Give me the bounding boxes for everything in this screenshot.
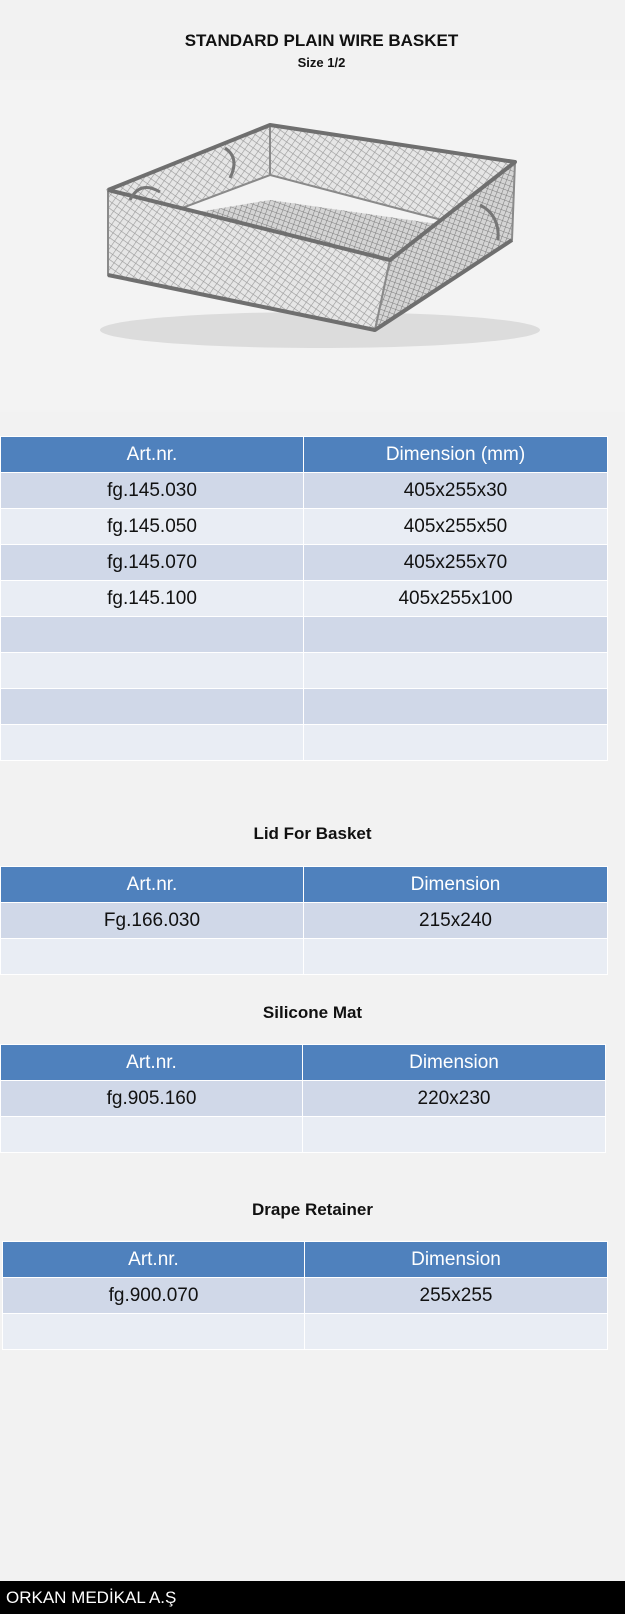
dimension-cell: 405x255x70 [304, 545, 608, 581]
table-row [1, 725, 608, 761]
lid-table [0, 866, 608, 975]
dimension-cell: 405x255x50 [304, 509, 608, 545]
art-nr-cell: fg.145.050 [1, 509, 304, 545]
table-row [1, 581, 608, 617]
table-row [1, 473, 608, 509]
art-nr-cell: fg.145.100 [1, 581, 304, 617]
column-header-art-nr: Art.nr. [1, 1045, 303, 1081]
table-row [3, 1278, 608, 1314]
column-header-dimension: Dimension [303, 1045, 606, 1081]
art-nr-cell [1, 939, 304, 975]
table-header-row [1, 437, 608, 473]
table-header-row [1, 1045, 606, 1081]
column-header-dimension: Dimension (mm) [304, 437, 608, 473]
table-row [1, 903, 608, 939]
art-nr-cell [1, 653, 304, 689]
dimension-cell: 405x255x30 [304, 473, 608, 509]
company-name: ORKAN MEDİKAL A.Ş [6, 1588, 177, 1607]
art-nr-cell: fg.145.070 [1, 545, 304, 581]
article-table [0, 436, 608, 761]
footer-bar [0, 1581, 625, 1614]
page-title: STANDARD PLAIN WIRE BASKET [184, 31, 459, 50]
art-nr-cell [1, 617, 304, 653]
art-nr-cell: fg.905.160 [1, 1081, 303, 1117]
table-row [1, 653, 608, 689]
column-header-dimension: Dimension [304, 867, 608, 903]
column-header-art-nr: Art.nr. [3, 1242, 305, 1278]
size-label: Size 1/2 [297, 55, 346, 70]
column-header-art-nr: Art.nr. [1, 437, 304, 473]
dimension-cell: 220x230 [303, 1081, 606, 1117]
lid-section-title: Lid For Basket [253, 824, 372, 843]
table-header-row [3, 1242, 608, 1278]
column-header-art-nr: Art.nr. [1, 867, 304, 903]
art-nr-cell [1, 689, 304, 725]
art-nr-cell: fg.900.070 [3, 1278, 305, 1314]
mat-table [0, 1044, 606, 1153]
dimension-cell [304, 617, 608, 653]
art-nr-cell: Fg.166.030 [1, 903, 304, 939]
dimension-cell [304, 939, 608, 975]
table-row [1, 1117, 606, 1153]
art-nr-cell [1, 1117, 303, 1153]
dimension-cell: 405x255x100 [304, 581, 608, 617]
dimension-cell [304, 725, 608, 761]
mat-section-title: Silicone Mat [262, 1003, 363, 1022]
dimension-cell [305, 1314, 608, 1350]
drape-table [2, 1241, 608, 1350]
dimension-cell: 215x240 [304, 903, 608, 939]
dimension-cell [303, 1117, 606, 1153]
table-row [1, 617, 608, 653]
table-row [1, 939, 608, 975]
table-row [3, 1314, 608, 1350]
wire-basket-photo [0, 80, 625, 412]
art-nr-cell [3, 1314, 305, 1350]
table-header-row [1, 867, 608, 903]
column-header-dimension: Dimension [305, 1242, 608, 1278]
table-row [1, 545, 608, 581]
dimension-cell: 255x255 [305, 1278, 608, 1314]
art-nr-cell: fg.145.030 [1, 473, 304, 509]
dimension-cell [304, 653, 608, 689]
drape-section-title: Drape Retainer [252, 1200, 373, 1219]
table-row [1, 509, 608, 545]
dimension-cell [304, 689, 608, 725]
art-nr-cell [1, 725, 304, 761]
table-row [1, 1081, 606, 1117]
table-row [1, 689, 608, 725]
